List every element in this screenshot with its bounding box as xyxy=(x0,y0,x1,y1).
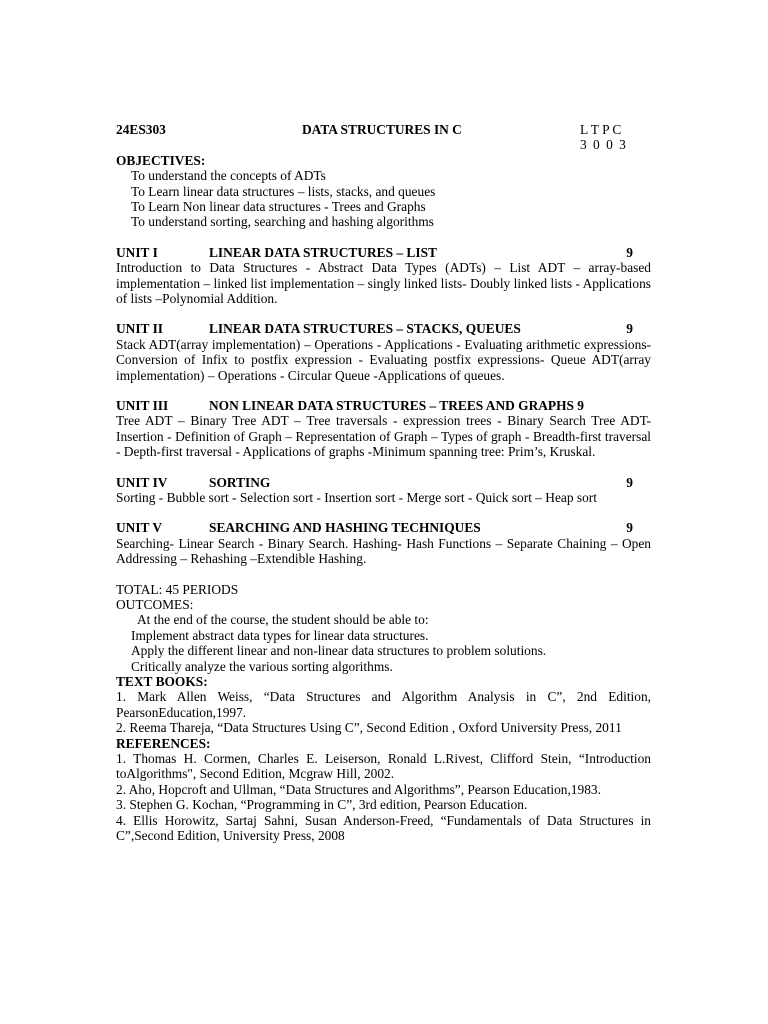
unit-heading xyxy=(116,398,651,413)
unit-hours: 9 xyxy=(626,321,633,337)
text-books-heading: TEXT BOOKS: xyxy=(116,673,208,689)
unit-hours: 9 xyxy=(626,244,633,260)
unit-hours: 9 xyxy=(626,520,633,536)
references-heading: REFERENCES: xyxy=(116,735,211,751)
ltpc-values: 3 0 0 3 xyxy=(580,137,628,153)
unit-code: UNIT IV xyxy=(116,474,168,490)
unit-code: UNIT II xyxy=(116,321,164,337)
unit-code: UNIT V xyxy=(116,520,163,536)
unit-heading xyxy=(116,475,651,490)
unit-title: LINEAR DATA STRUCTURES – LIST xyxy=(209,244,437,260)
course-header xyxy=(116,122,651,137)
objectives-heading: OBJECTIVES: xyxy=(116,152,206,168)
reference-item: 2. Aho, Hopcroft and Ullman, “Data Structures and Algorithms”, Pearson Education,1983. xyxy=(116,781,601,797)
unit-heading xyxy=(116,520,651,535)
unit-title: SEARCHING AND HASHING TECHNIQUES xyxy=(209,520,481,536)
course-code: 24ES303 xyxy=(116,122,166,137)
unit-content: Searching- Linear Search - Binary Search. Hashing- Hash Functions – Separate Chaining – Open Addressing – Rehashing –Extendible Hashing. xyxy=(116,535,651,567)
outcome-item: Apply the different linear and non-linear data structures to problem solutions. xyxy=(131,643,547,659)
unit-content: Tree ADT – Binary Tree ADT – Tree traversals - expression trees - Binary Search Tree ADT- Insertion - Definition of Graph – Representation of Graph – Types of graph - Breadth-first traversal - Depth-first traversal - Applications of graphs -Minimum spanning tree: Prim’s, Kruskal. xyxy=(116,413,651,460)
outcome-item: Critically analyze the various sorting algorithms. xyxy=(131,658,393,674)
objective-item: To understand sorting, searching and hashing algorithms xyxy=(131,214,434,230)
outcome-item: Implement abstract data types for linear data structures. xyxy=(131,627,429,643)
text-book-item: 2. Reema Thareja, “Data Structures Using C”, Second Edition , Oxford University Press, 2011 xyxy=(116,720,622,736)
unit-title: SORTING xyxy=(209,474,271,490)
ltpc-row xyxy=(116,137,651,152)
syllabus-page xyxy=(116,122,651,843)
outcomes-heading: OUTCOMES: xyxy=(116,596,194,612)
unit-content: Sorting - Bubble sort - Selection sort - Insertion sort - Merge sort - Quick sort – Heap sort xyxy=(116,489,597,505)
reference-item: 3. Stephen G. Kochan, “Programming in C”, 3rd edition, Pearson Education. xyxy=(116,797,528,813)
total-periods: TOTAL: 45 PERIODS xyxy=(116,581,239,597)
ltpc-label: L T P C xyxy=(580,122,622,137)
reference-item: 4. Ellis Horowitz, Sartaj Sahni, Susan Anderson-Freed, “Fundamentals of Data Structures in C”,Second Edition, University Press, 2008 xyxy=(116,812,651,843)
unit-title: LINEAR DATA STRUCTURES – STACKS, QUEUES xyxy=(209,321,521,337)
course-title: DATA STRUCTURES IN C xyxy=(302,122,462,137)
text-book-item: 1. Mark Allen Weiss, “Data Structures and Algorithm Analysis in C”, 2nd Edition, PearsonEducation,1997. xyxy=(116,689,651,720)
unit-content: Stack ADT(array implementation) – Operations - Applications - Evaluating arithmetic expressions- Conversion of Infix to postfix expression - Evaluating postfix expressions- Queue ADT(array implementation) – Operations - Circular Queue -Applications of queues. xyxy=(116,336,651,383)
unit-title: NON LINEAR DATA STRUCTURES – TREES AND GRAPHS 9 xyxy=(209,397,585,413)
unit-heading xyxy=(116,245,651,260)
unit-code: UNIT III xyxy=(116,397,169,413)
unit-code: UNIT I xyxy=(116,244,158,260)
objective-item: To Learn linear data structures – lists, stacks, and queues xyxy=(131,183,436,199)
objective-item: To Learn Non linear data structures - Trees and Graphs xyxy=(131,198,426,214)
unit-heading xyxy=(116,321,651,336)
outcomes-intro: At the end of the course, the student should be able to: xyxy=(137,612,429,628)
objective-item: To understand the concepts of ADTs xyxy=(131,168,326,184)
unit-hours: 9 xyxy=(626,474,633,490)
unit-content: Introduction to Data Structures - Abstract Data Types (ADTs) – List ADT – array-based implementation – linked list implementation – singly linked lists- Doubly linked lists - Applications of lists –Polynomial Addition. xyxy=(116,260,651,306)
reference-item: 1. Thomas H. Cormen, Charles E. Leiserson, Ronald L.Rivest, Clifford Stein, “Introduction toAlgorithms", Second Edition, Mcgraw Hill, 2002. xyxy=(116,750,651,782)
